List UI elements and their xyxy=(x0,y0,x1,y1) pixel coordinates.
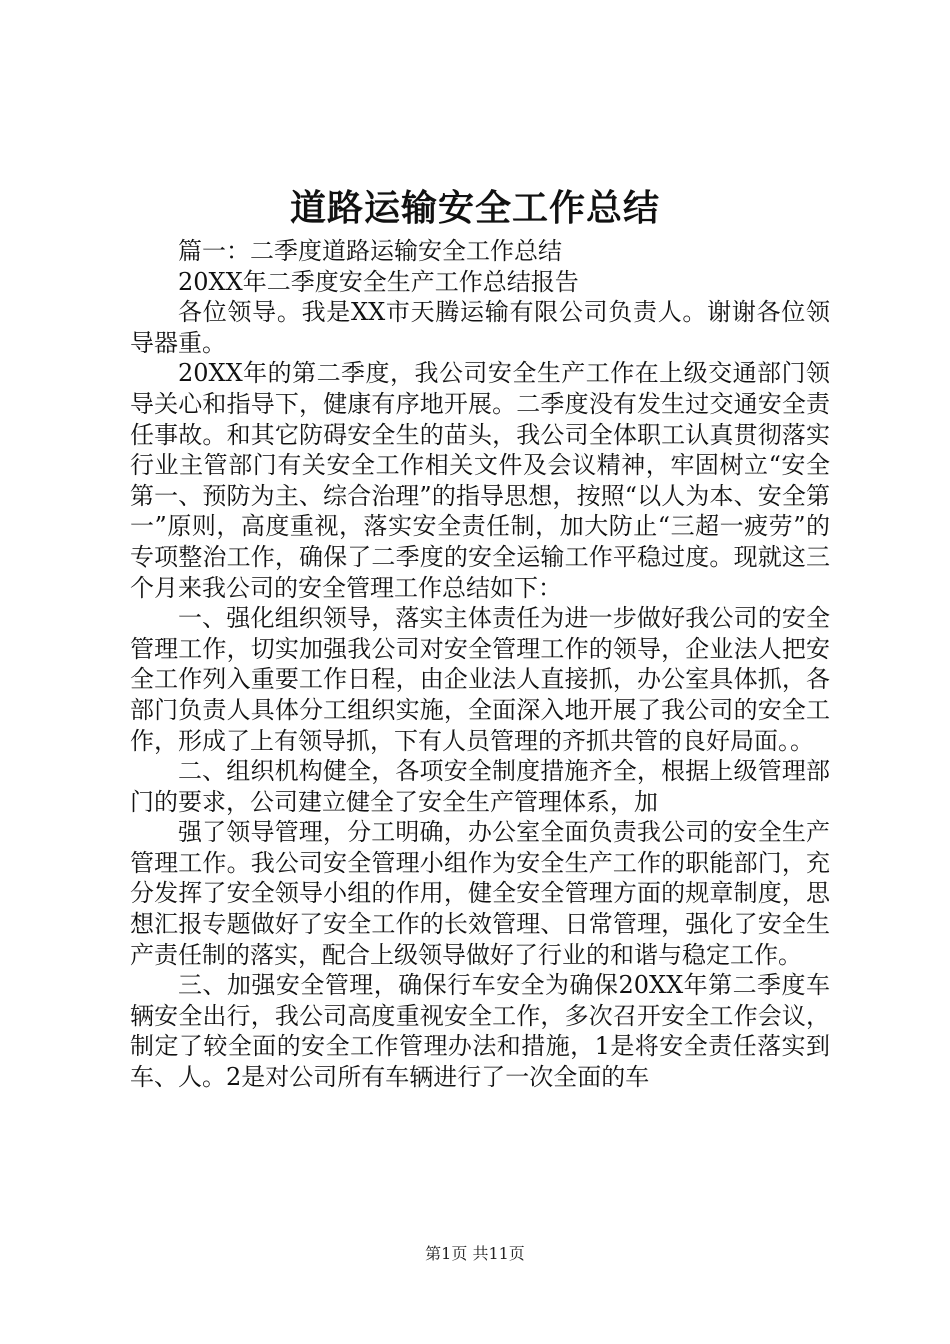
paragraph-overview: 20XX年的第二季度，我公司安全生产工作在上级交通部门领导关心和指导下，健康有序地开展。二季度没有发生过交通安全责任事故。和其它防碍安全生的苗头，我公司全体职工认真贯彻落实行业主管部门有关安全工作相关文件及会议精神，牢固树立“安全第一、预防为主、综合治理”的指导思想，按照“以人为本、安全第一”原则，高度重视，落实安全责任制，加大防止“三超一疲劳”的专项整治工作，确保了二季度的安全运输工作平稳过度。现就这三个月来我公司的安全管理工作总结如下： xyxy=(130,359,830,602)
paragraph-point-one: 一、强化组织领导，落实主体责任为进一步做好我公司的安全管理工作，切实加强我公司对安全管理工作的领导，企业法人把安全工作列入重要工作日程，由企业法人直接抓，办公室具体抓，各部门负责人具体分工组织实施，全面深入地开展了我公司的安全工作，形成了上有领导抓，下有人员管理的齐抓共管的良好局面。。 xyxy=(130,604,830,755)
paragraph-report-title: 20XX年二季度安全生产工作总结报告 xyxy=(178,267,579,296)
paragraph-point-two-continued: 强了领导管理，分工明确，办公室全面负责我公司的安全生产管理工作。我公司安全管理小组作为安全生产工作的职能部门，充分发挥了安全领导小组的作用，健全安全管理方面的规章制度，思想汇报专题做好了安全工作的长效管理、日常管理，强化了安全生产责任制的落实，配合上级领导做好了行业的和谐与稳定工作。 xyxy=(130,818,830,969)
paragraph-point-two: 二、组织机构健全，各项安全制度措施齐全，根据上级管理部门的要求，公司建立健全了安全生产管理体系，加 xyxy=(130,757,830,816)
document-body xyxy=(130,236,830,1093)
paragraph-greeting: 各位领导。我是XX市天腾运输有限公司负责人。谢谢各位领导器重。 xyxy=(130,298,830,357)
page-number-footer: 第1页 共11页 xyxy=(425,1244,525,1263)
paragraph-point-three: 三、加强安全管理，确保行车安全为确保20XX年第二季度车辆安全出行，我公司高度重视安全工作，多次召开安全工作会议，制定了较全面的安全工作管理办法和措施，1是将安全责任落实到车、人。2是对公司所有车辆进行了一次全面的车 xyxy=(130,971,830,1092)
document-title: 道路运输安全工作总结 xyxy=(289,187,660,229)
paragraph-section-heading: 篇一：二季度道路运输安全工作总结 xyxy=(178,237,562,265)
